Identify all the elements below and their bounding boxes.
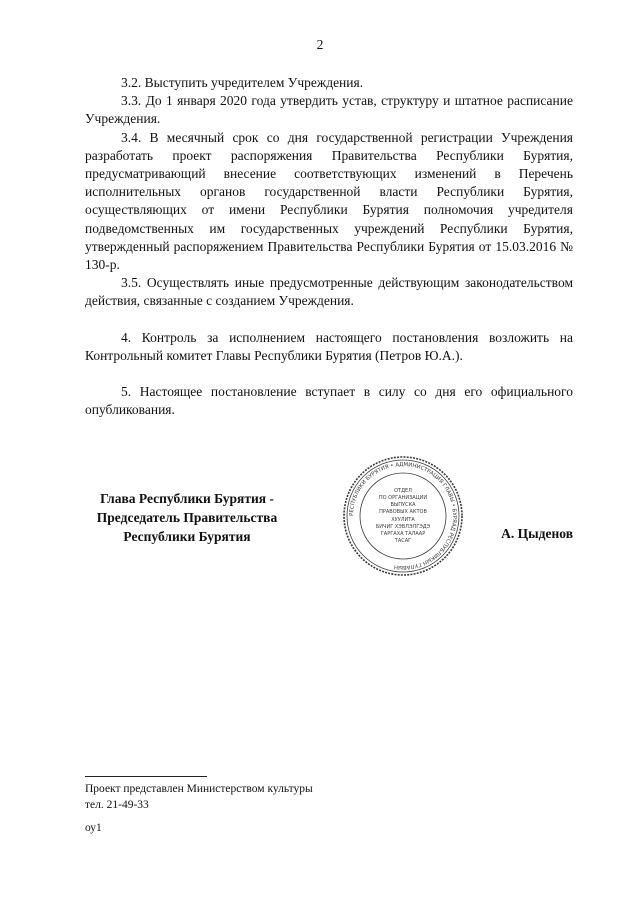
signatory-title — [62, 489, 312, 546]
seal-line: ПРАВОВЫХ АКТОВ — [379, 509, 427, 515]
paragraph-4: 4. Контроль за исполнением настоящего постановления возложить на Контрольный комитет Главы Республики Бурятия (Петров Ю.А.). — [85, 329, 573, 363]
signatory-title-line-2: Председатель Правительства — [96, 510, 278, 525]
signatory-title-line-3: Республики Бурятия — [123, 529, 251, 544]
footnote — [85, 782, 313, 813]
signatory-name: А. Цыденов — [501, 526, 573, 541]
paragraph-3-2: 3.2. Выступить учредителем Учреждения. — [121, 75, 364, 90]
seal-line: ОТДЕЛ — [394, 488, 412, 494]
seal-line: ВЫПУСКА — [390, 502, 416, 508]
footnote-submitted-by: Проект представлен Министерством культуры — [85, 783, 313, 795]
seal-outer-text: РЕСПУБЛИКИ БУРЯТИЯ • АДМИНИСТРАЦИЯ ГЛАВЫ • БУРЯАД РЕСПУБЛИКЫН ГУЛАВЫН — [348, 461, 458, 571]
paragraph-3-4: 3.4. В месячный срок со дня государственной регистрации Учреждения разработать проект распоряжения Правительства Республики Бурятия, предусматривающий внесение соответствующих изменений в Перечень исполнительных органов государственной власти Республики Бурятия, осуществляющих от имени Республики Бурятия полномочия учредителя подведомственных им государственных учреждений Республики Бурятия, утвержденный распоряжением Правительства Республики Бурятия от 15.03.2016 № 130-р. — [85, 129, 573, 273]
document-body — [85, 74, 573, 419]
official-seal — [342, 455, 464, 577]
footnote-divider — [85, 776, 207, 777]
seal-line: БИЧИГ ХЭВЛЭЛГЭДЭ — [375, 524, 431, 530]
paragraph-5: 5. Настоящее постановление вступает в силу со дня его официального опубликования. — [85, 384, 573, 418]
paragraph-3-3: 3.3. До 1 января 2020 года утвердить устав, структуру и штатное расписание Учреждения. — [85, 93, 573, 127]
seal-line: ТАСАГ — [394, 538, 412, 544]
paragraph-3-5: 3.5. Осуществлять иные предусмотренные действующим законодательством действия, связанные с созданием Учреждения. — [85, 275, 573, 309]
page-number: 2 — [316, 37, 324, 52]
seal-line: ХУУЛИТА — [391, 517, 415, 523]
svg-text:РЕСПУБЛИКИ БУРЯТИЯ • АДМИНИСТР — [349, 462, 457, 570]
seal-line: ГАРГАХА ТАЛААР — [380, 531, 426, 537]
document-code: оу1 — [85, 822, 102, 834]
footnote-phone: тел. 21-49-33 — [85, 798, 149, 811]
seal-line: ПО ОРГАНИЗАЦИИ — [378, 495, 428, 501]
signatory-title-line-1: Глава Республики Бурятия - — [100, 491, 274, 506]
